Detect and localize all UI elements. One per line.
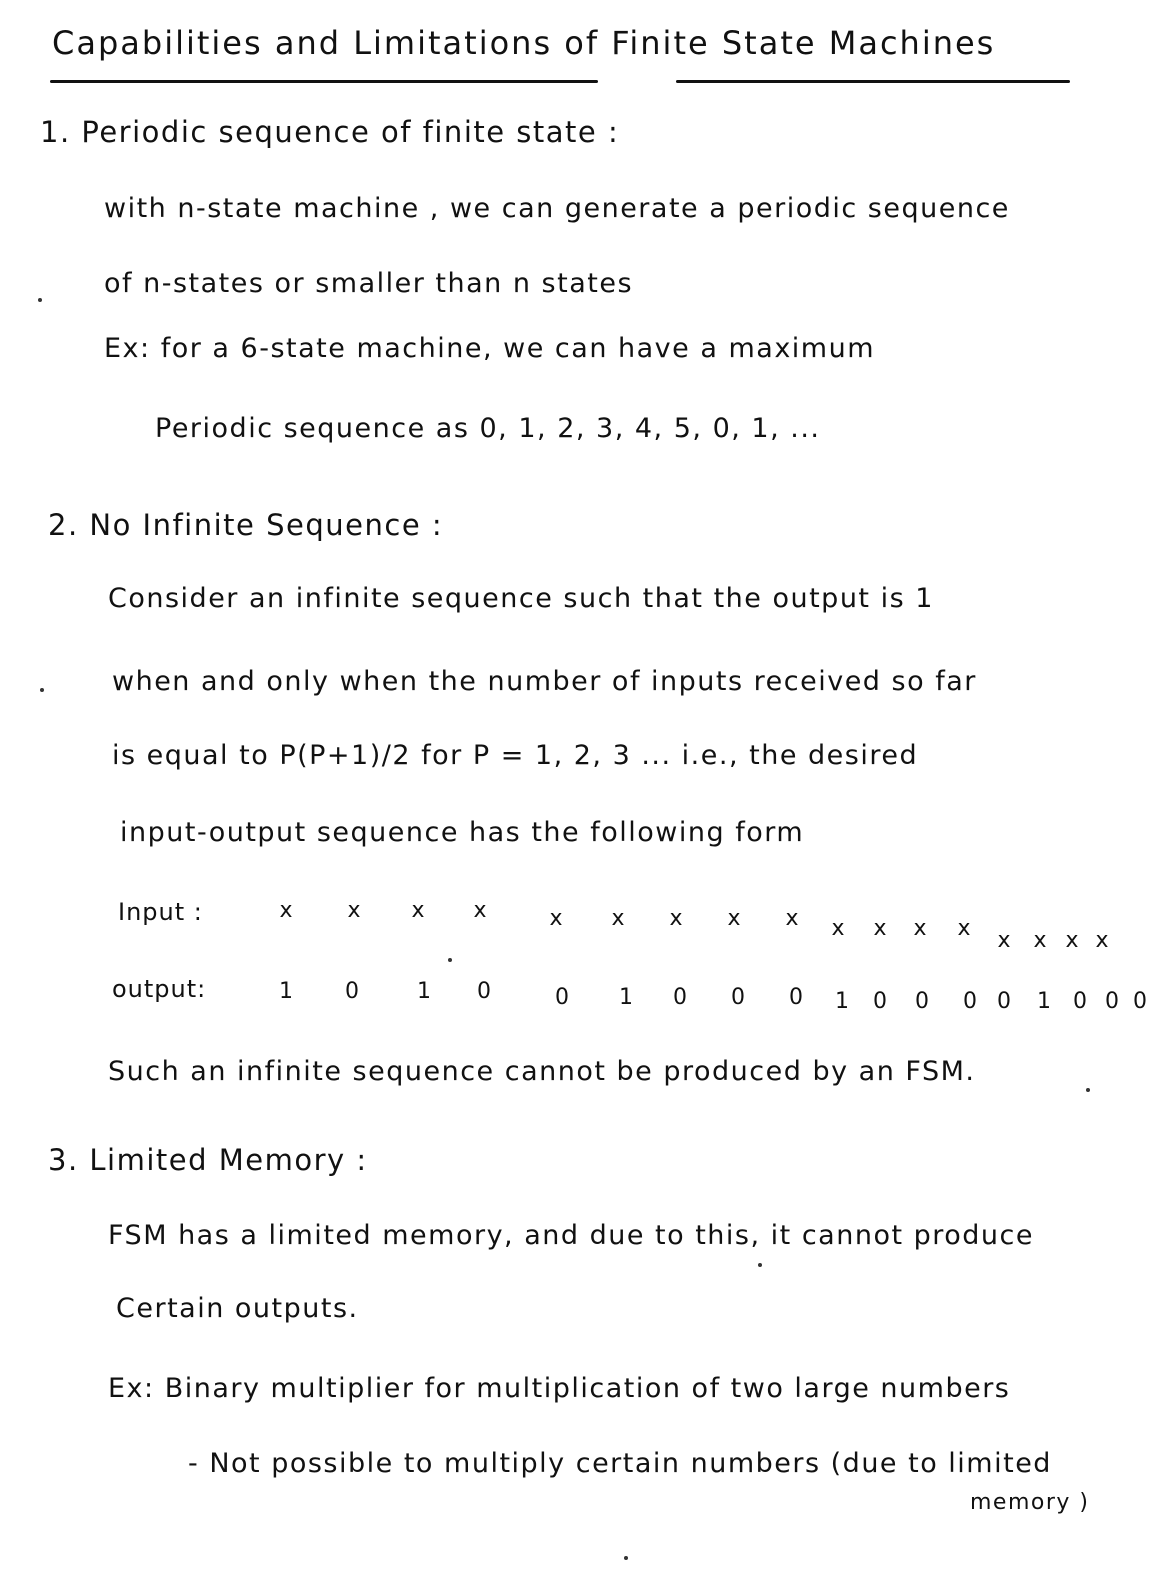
output-label: output: <box>112 975 207 1003</box>
title-underline-left <box>50 80 598 83</box>
input-symbol: x <box>727 906 741 931</box>
page-title: Capabilities and Limitations of Finite State Machines <box>52 24 996 62</box>
output-symbol: 1 <box>279 979 293 1004</box>
input-symbol: x <box>1065 928 1079 953</box>
section-1-line-2: of n-states or smaller than n states <box>104 268 634 299</box>
output-symbol: 1 <box>1037 989 1051 1014</box>
input-symbol: x <box>279 898 293 923</box>
section-1-line-4: Periodic sequence as 0, 1, 2, 3, 4, 5, 0, 1, ... <box>155 413 821 444</box>
section-1-heading: 1. Periodic sequence of finite state : <box>40 115 620 149</box>
section-2-line-2: when and only when the number of inputs received so far <box>112 666 977 697</box>
input-symbol: x <box>411 898 425 923</box>
section-3-line-5: memory ) <box>970 1490 1090 1515</box>
stray-dot <box>38 298 42 302</box>
output-sequence-row <box>0 975 1166 1014</box>
input-symbol: x <box>997 928 1011 953</box>
input-label: Input : <box>118 898 203 926</box>
section-2-conclusion: Such an infinite sequence cannot be produced by an FSM. <box>108 1056 976 1087</box>
input-symbol: x <box>785 906 799 931</box>
stray-dot <box>624 1556 628 1560</box>
input-symbol: x <box>873 916 887 941</box>
output-symbol: 1 <box>417 979 431 1004</box>
section-2-line-4: input-output sequence has the following form <box>120 817 805 848</box>
stray-dot <box>40 688 44 692</box>
output-symbol: 1 <box>835 989 849 1014</box>
input-symbol: x <box>473 898 487 923</box>
stray-dot <box>448 958 452 962</box>
output-symbol: 0 <box>789 985 803 1010</box>
output-symbol: 0 <box>997 989 1011 1014</box>
input-symbol: x <box>831 916 845 941</box>
output-symbol: 0 <box>1105 989 1119 1014</box>
section-2-line-1: Consider an infinite sequence such that the output is 1 <box>108 583 934 614</box>
stray-dot <box>1086 1088 1090 1092</box>
section-2-heading: 2. No Infinite Sequence : <box>48 508 444 542</box>
output-symbol: 0 <box>873 989 887 1014</box>
input-sequence-row <box>0 898 1166 953</box>
input-symbol: x <box>957 916 971 941</box>
section-2-line-3: is equal to P(P+1)/2 for P = 1, 2, 3 ... i.e., the desired <box>112 740 919 771</box>
section-3-line-4: - Not possible to multiply certain numbers (due to limited <box>188 1448 1052 1479</box>
section-1-line-3: Ex: for a 6-state machine, we can have a maximum <box>104 333 876 364</box>
input-symbol: x <box>347 898 361 923</box>
input-symbol: x <box>669 906 683 931</box>
input-symbol: x <box>1033 928 1047 953</box>
section-1-line-1: with n-state machine , we can generate a periodic sequence <box>104 193 1010 224</box>
output-symbol: 0 <box>963 989 977 1014</box>
input-symbol: x <box>913 916 927 941</box>
output-symbol: 0 <box>555 985 569 1010</box>
output-symbol: 0 <box>673 985 687 1010</box>
output-symbol: 0 <box>731 985 745 1010</box>
section-3-heading: 3. Limited Memory : <box>48 1143 368 1177</box>
stray-dot <box>758 1263 762 1267</box>
output-symbol: 0 <box>345 979 359 1004</box>
output-symbol: 0 <box>1073 989 1087 1014</box>
section-3-line-2: Certain outputs. <box>116 1293 359 1324</box>
output-symbol: 1 <box>619 985 633 1010</box>
input-symbol: x <box>549 906 563 931</box>
output-symbol: 0 <box>915 989 929 1014</box>
output-symbol: 0 <box>1133 989 1147 1014</box>
output-symbol: 0 <box>477 979 491 1004</box>
input-symbol: x <box>1095 928 1109 953</box>
input-symbol: x <box>611 906 625 931</box>
section-3-line-1: FSM has a limited memory, and due to this, it cannot produce <box>108 1220 1034 1251</box>
title-underline-right <box>676 80 1070 83</box>
section-3-line-3: Ex: Binary multiplier for multiplication of two large numbers <box>108 1373 1011 1404</box>
